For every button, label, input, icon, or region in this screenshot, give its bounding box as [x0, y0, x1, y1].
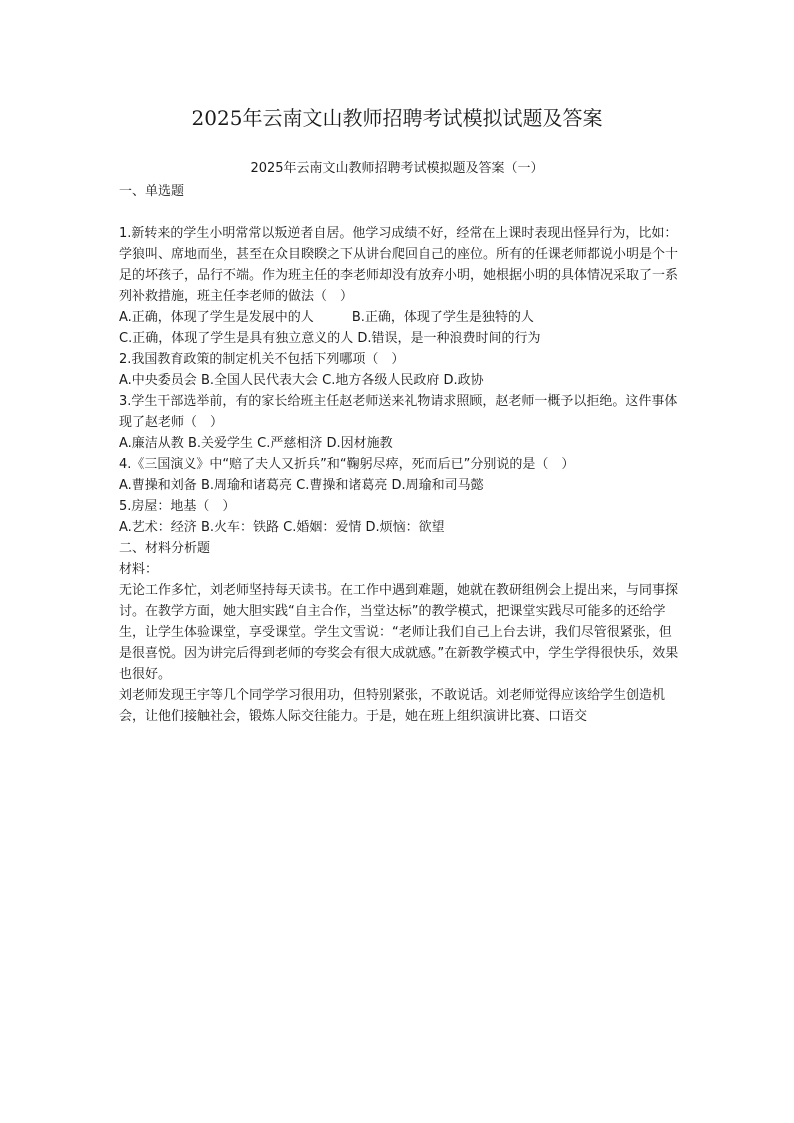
question-2-option-d: D.政协: [443, 373, 484, 388]
question-1-options-row-2: [119, 328, 679, 349]
question-4-option-b: B.周瑜和诸葛亮: [200, 478, 293, 493]
question-3-option-b: B.关爱学生: [187, 436, 254, 451]
question-3-option-a: A.廉洁从教: [119, 436, 184, 451]
question-3: 3.学生干部选举前，有的家长给班主任赵老师送来礼物请求照顾，赵老师一概予以拒绝。这件事体现了赵老师（ ）: [119, 394, 678, 430]
document-body: [119, 181, 679, 727]
question-2-options: [119, 370, 679, 391]
question-5-options: [119, 517, 679, 538]
question-1-option-a: A.正确，体现了学生是发展中的人: [119, 310, 314, 325]
question-5-option-a: A.艺术：经济: [119, 520, 197, 535]
section-heading-single-choice: 一、单选题: [119, 184, 185, 199]
question-5-option-c: C.婚姻：爱情: [283, 520, 362, 535]
question-3-option-c: C.严慈相济: [257, 436, 323, 451]
question-2-option-a: A.中央委员会: [119, 373, 197, 388]
question-1-option-d: D.错误，是一种浪费时间的行为: [357, 331, 541, 346]
question-5-option-d: D.烦恼：欲望: [365, 520, 445, 535]
page-title: 2025年云南文山教师招聘考试模拟试题及答案: [191, 106, 603, 130]
material-paragraph-2: 刘老师发现王宇等几个同学学习很用功，但特别紧张，不敢说话。刘老师觉得应该给学生创造机会，让他们接触社会，锻炼人际交往能力。于是，她在班上组织演讲比赛、口语交: [119, 688, 666, 724]
question-4: 4.《三国演义》中“赔了夫人又折兵”和“鞠躬尽瘁，死而后已”分别说的是（ ）: [119, 457, 575, 472]
question-2-option-c: C.地方各级人民政府: [322, 373, 440, 388]
question-3-option-d: D.因材施教: [326, 436, 393, 451]
question-4-options: [119, 475, 679, 496]
question-5-option-b: B.火车：铁路: [200, 520, 280, 535]
material-label: 材料：: [119, 562, 159, 577]
question-1-options-row-1: [119, 307, 679, 328]
section-heading-material-analysis: 二、材料分析题: [119, 541, 211, 556]
question-4-option-a: A.曹操和刘备: [119, 478, 197, 493]
question-4-option-d: D.周瑜和司马懿: [391, 478, 484, 493]
question-2-option-b: B.全国人民代表大会: [200, 373, 319, 388]
question-1-option-c: C.正确，体现了学生是具有独立意义的人: [119, 331, 354, 346]
question-2: 2.我国教育政策的制定机关不包括下列哪项（ ）: [119, 352, 405, 367]
question-1-option-b: B.正确，体现了学生是独特的人: [351, 310, 534, 325]
question-5: 5.房屋：地基（ ）: [119, 499, 236, 514]
question-1: 1.新转来的学生小明常常以叛逆者自居。他学习成绩不好，经常在上课时表现出怪异行为，比如：学狼叫、席地而坐，甚至在众目睽睽之下从讲台爬回自己的座位。所有的任课老师都说小明是个十足的坏孩子，品行不端。作为班主任的李老师却没有放弃小明，她根据小明的具体情况采取了一系列补救措施，班主任李老师的做法（ ）: [119, 226, 679, 304]
document-subtitle: 2025年云南文山教师招聘考试模拟题及答案（一）: [250, 161, 544, 176]
material-paragraph-1: 无论工作多忙，刘老师坚持每天读书。在工作中遇到难题，她就在教研组例会上提出来，与同事探讨。在教学方面，她大胆实践“自主合作，当堂达标”的教学模式，把课堂实践尽可能多的还给学生，让学生体验课堂，享受课堂。学生文雪说：“老师让我们自己上台去讲，我们尽管很紧张，但是很喜悦。因为讲完后得到老师的夸奖会有很大成就感。”在新教学模式中，学生学得很快乐，效果也很好。: [119, 583, 679, 682]
question-4-option-c: C.曹操和诸葛亮: [296, 478, 388, 493]
question-3-options: [119, 433, 679, 454]
